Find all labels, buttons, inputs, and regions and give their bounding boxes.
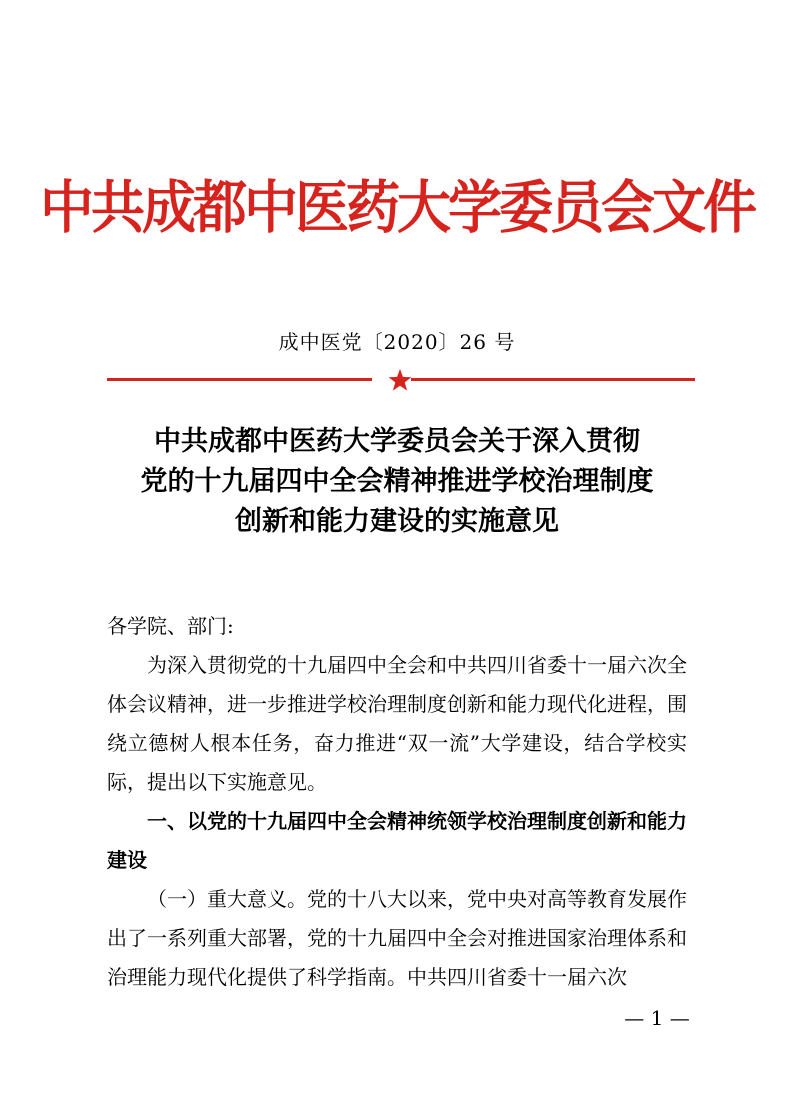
red-divider xyxy=(107,368,695,392)
salutation: 各学院、部门: xyxy=(107,614,234,638)
star-icon xyxy=(388,368,412,392)
document-masthead: 中共成都中医药大学委员会文件 xyxy=(40,174,754,241)
page-number: — 1 — xyxy=(624,1006,690,1030)
section-paragraph: （一）重大意义。党的十八大以来，党中央对高等教育发展作出了一系列重大部署，党的十九届四中全会对推进国家治理体系和治理能力现代化提供了科学指南。中共四川省委十一届六次 xyxy=(107,887,687,989)
title-line: 党的十九届四中全会精神推进学校治理制度 xyxy=(140,466,654,497)
document-body xyxy=(107,607,687,997)
document-title xyxy=(90,422,704,542)
title-line: 创新和能力建设的实施意见 xyxy=(235,506,559,537)
intro-paragraph: 为深入贯彻党的十九届四中全会和中共四川省委十一届六次全体会议精神，进一步推进学校治理制度创新和能力现代化进程，围绕立德树人根本任务，奋力推进“双一流”大学建设，结合学校实际，提出以下实施意见。 xyxy=(107,653,687,794)
divider-line-left xyxy=(107,378,372,381)
title-line: 中共成都中医药大学委员会关于深入贯彻 xyxy=(154,426,640,457)
divider-line-right xyxy=(411,378,695,381)
document-number: 成中医党〔2020〕26 号 xyxy=(278,330,516,354)
section-heading: 一、以党的十九届四中全会精神统领学校治理制度创新和能力建设 xyxy=(107,809,687,872)
